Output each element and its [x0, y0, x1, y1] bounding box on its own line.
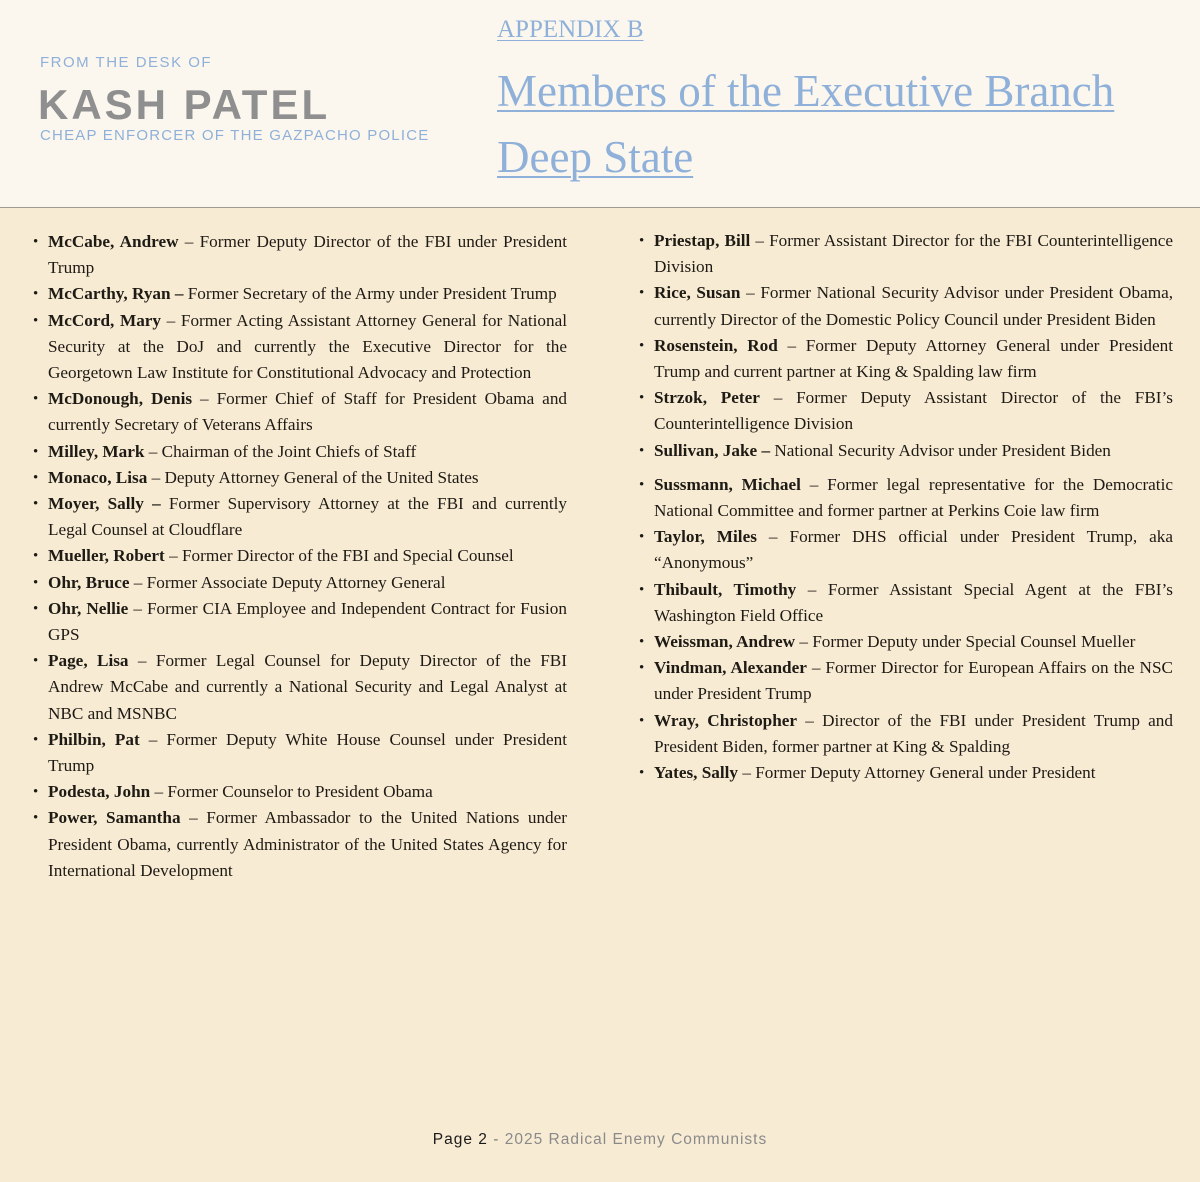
- entry-name: McDonough, Denis: [48, 389, 193, 409]
- list-item: [634, 708, 1173, 760]
- entry-description: – Former Director of the FBI and Special Counsel: [164, 546, 514, 566]
- entry-name: Thibault, Timothy: [654, 579, 797, 599]
- entry-name: Page, Lisa: [48, 651, 129, 671]
- entry-name: Ohr, Nellie: [48, 598, 129, 618]
- list-item: [28, 465, 567, 491]
- bullet-icon: •: [33, 312, 39, 329]
- list-item: [28, 570, 567, 596]
- bullet-icon: •: [33, 443, 39, 460]
- bullet-icon: •: [639, 337, 645, 354]
- entry-description: – Former Deputy Director of the FBI under President Trump: [48, 232, 567, 278]
- entry-description: National Security Advisor under President Biden: [770, 440, 1111, 460]
- bullet-icon: •: [639, 660, 645, 677]
- entry-name: Moyer, Sally –: [48, 494, 161, 514]
- entry-name: Sussmann, Michael: [654, 474, 801, 494]
- bullet-icon: •: [33, 784, 39, 801]
- list-item: [634, 438, 1173, 464]
- entry-name: Wray, Christopher: [654, 710, 798, 730]
- bullet-icon: •: [639, 390, 645, 407]
- entry-description: – Former Assistant Director for the FBI Counterintelligence Division: [654, 231, 1173, 277]
- list-item: [28, 596, 567, 648]
- entry-description: – Former Deputy under Special Counsel Mueller: [795, 632, 1136, 652]
- list-item: [634, 629, 1173, 655]
- list-item: [634, 524, 1173, 576]
- list-item: [634, 385, 1173, 437]
- entry-description: – Former National Security Advisor under President Obama, currently Director of the Domestic Policy Council under President Biden: [654, 283, 1173, 329]
- bullet-icon: •: [639, 529, 645, 546]
- entry-description: – Former Ambassador to the United Nations under President Obama, currently Administrator of the United States Agency for International Development: [48, 808, 567, 880]
- entry-description: – Deputy Attorney General of the United States: [147, 467, 479, 487]
- right-column-list: [634, 228, 1173, 874]
- entry-description: – Former Assistant Special Agent at the FBI’s Washington Field Office: [654, 579, 1173, 625]
- entry-name: Yates, Sally: [654, 763, 739, 783]
- entry-name: Ohr, Bruce: [48, 572, 130, 592]
- footer-label: 2025 Radical Enemy Communists: [504, 1131, 768, 1148]
- entry-name: Mueller, Robert: [48, 546, 165, 566]
- left-column-list: [28, 229, 567, 884]
- list-item: [28, 386, 567, 438]
- entry-name: Rice, Susan: [654, 283, 741, 303]
- entry-description: – Former CIA Employee and Independent Contract for Fusion GPS: [48, 598, 567, 645]
- entry-name: Rosenstein, Rod: [654, 335, 778, 355]
- entry-name: Monaco, Lisa: [48, 467, 148, 487]
- list-item: [634, 577, 1173, 629]
- bullet-icon: •: [33, 653, 39, 670]
- entry-description: – Former legal representative for the Democratic National Committee and former partner at Perkins Coie law firm: [654, 474, 1173, 521]
- footer-separator: -: [493, 1131, 500, 1148]
- bullet-icon: •: [33, 469, 39, 486]
- bullet-icon: •: [33, 234, 39, 250]
- page-title: Members of the Executive Branch Deep State: [497, 66, 1115, 182]
- bullet-icon: •: [639, 712, 645, 729]
- entry-description: Former Supervisory Attorney at the FBI and currently Legal Counsel at Cloudflare: [48, 494, 568, 540]
- bullet-icon: •: [33, 600, 39, 617]
- entry-name: McCabe, Andrew: [48, 232, 179, 251]
- list-item: [28, 229, 567, 281]
- author-subtitle: CHEAP ENFORCER OF THE GAZPACHO POLICE: [40, 127, 430, 144]
- entry-description: – Former Chief of Staff for President Obama and currently Secretary of Veterans Affairs: [48, 389, 568, 435]
- list-item: [28, 308, 567, 387]
- bullet-icon: •: [639, 442, 645, 459]
- entry-name: Sullivan, Jake –: [654, 440, 771, 460]
- list-item: [28, 281, 567, 307]
- entry-description: – Former DHS official under President Trump, aka “Anonymous”: [654, 527, 1173, 573]
- entry-description: – Former Deputy Attorney General under President Trump and current partner at King & Spalding law firm: [654, 335, 1173, 382]
- entry-name: Vindman, Alexander: [654, 658, 807, 678]
- bullet-icon: •: [33, 496, 39, 513]
- bullet-icon: •: [639, 634, 645, 651]
- list-item: [634, 655, 1173, 707]
- entry-name: Taylor, Miles: [654, 527, 757, 547]
- page-number: Page 2: [432, 1131, 488, 1148]
- list-item: [634, 333, 1173, 385]
- list-item: [28, 805, 567, 884]
- list-item: [634, 472, 1173, 524]
- bullet-icon: •: [639, 765, 645, 782]
- page-footer: [0, 1131, 1200, 1149]
- entry-description: – Former Acting Assistant Attorney General for National Security at the DoJ and currently the Executive Director for the Georgetown Law Institute for Constitutional Advocacy and Protection: [48, 310, 567, 383]
- entry-name: McCord, Mary: [48, 310, 162, 330]
- entry-description: – Former Legal Counsel for Deputy Director of the FBI Andrew McCabe and currently a National Security and Legal Analyst at NBC and MSNBC: [48, 651, 567, 723]
- bullet-icon: •: [33, 810, 39, 827]
- bullet-icon: •: [33, 731, 39, 748]
- list-item: [28, 439, 567, 465]
- bullet-icon: •: [33, 391, 39, 408]
- entry-description: – Former Director for European Affairs on the NSC under President Trump: [654, 658, 1173, 704]
- entry-name: Milley, Mark: [48, 441, 145, 461]
- entry-name: Strzok, Peter: [654, 388, 760, 408]
- entry-name: Power, Samantha: [48, 808, 181, 828]
- entry-name: Weissman, Andrew: [654, 632, 796, 652]
- entry-description: – Former Deputy Assistant Director of the FBI’s Counterintelligence Division: [654, 388, 1173, 434]
- list-item: [634, 280, 1173, 332]
- list-item: [28, 648, 567, 727]
- entry-name: Priestap, Bill: [654, 231, 751, 250]
- list-item: [28, 491, 567, 543]
- entry-description: – Former Deputy White House Counsel under President Trump: [48, 729, 568, 776]
- list-item: [28, 543, 567, 569]
- bullet-icon: •: [639, 233, 645, 249]
- list-item: [28, 779, 567, 805]
- entry-name: Philbin, Pat: [48, 729, 140, 749]
- entry-name: Podesta, John: [48, 782, 151, 802]
- bullet-icon: •: [33, 574, 39, 591]
- list-item: [634, 228, 1173, 280]
- entry-name: McCarthy, Ryan –: [48, 284, 184, 304]
- bullet-icon: •: [33, 548, 39, 565]
- letterhead: [0, 0, 1200, 208]
- bullet-icon: •: [639, 581, 645, 598]
- entry-description: – Chairman of the Joint Chiefs of Staff: [144, 441, 417, 461]
- desk-line: FROM THE DESK OF: [40, 54, 213, 71]
- entry-description: Former Secretary of the Army under President Trump: [183, 284, 557, 304]
- appendix-label: APPENDIX B: [497, 16, 644, 43]
- entry-description: – Former Associate Deputy Attorney General: [129, 572, 446, 592]
- entry-description: – Former Counselor to President Obama: [150, 782, 433, 802]
- bullet-icon: •: [639, 476, 645, 493]
- entry-description: – Director of the FBI under President Trump and President Biden, former partner at King & Spalding: [654, 710, 1173, 756]
- bullet-icon: •: [639, 285, 645, 302]
- entry-description: – Former Deputy Attorney General under President: [738, 763, 1096, 783]
- list-item: [28, 727, 567, 779]
- author-name: KASH PATEL: [38, 81, 331, 128]
- list-item: [634, 760, 1173, 786]
- bullet-icon: •: [33, 286, 39, 303]
